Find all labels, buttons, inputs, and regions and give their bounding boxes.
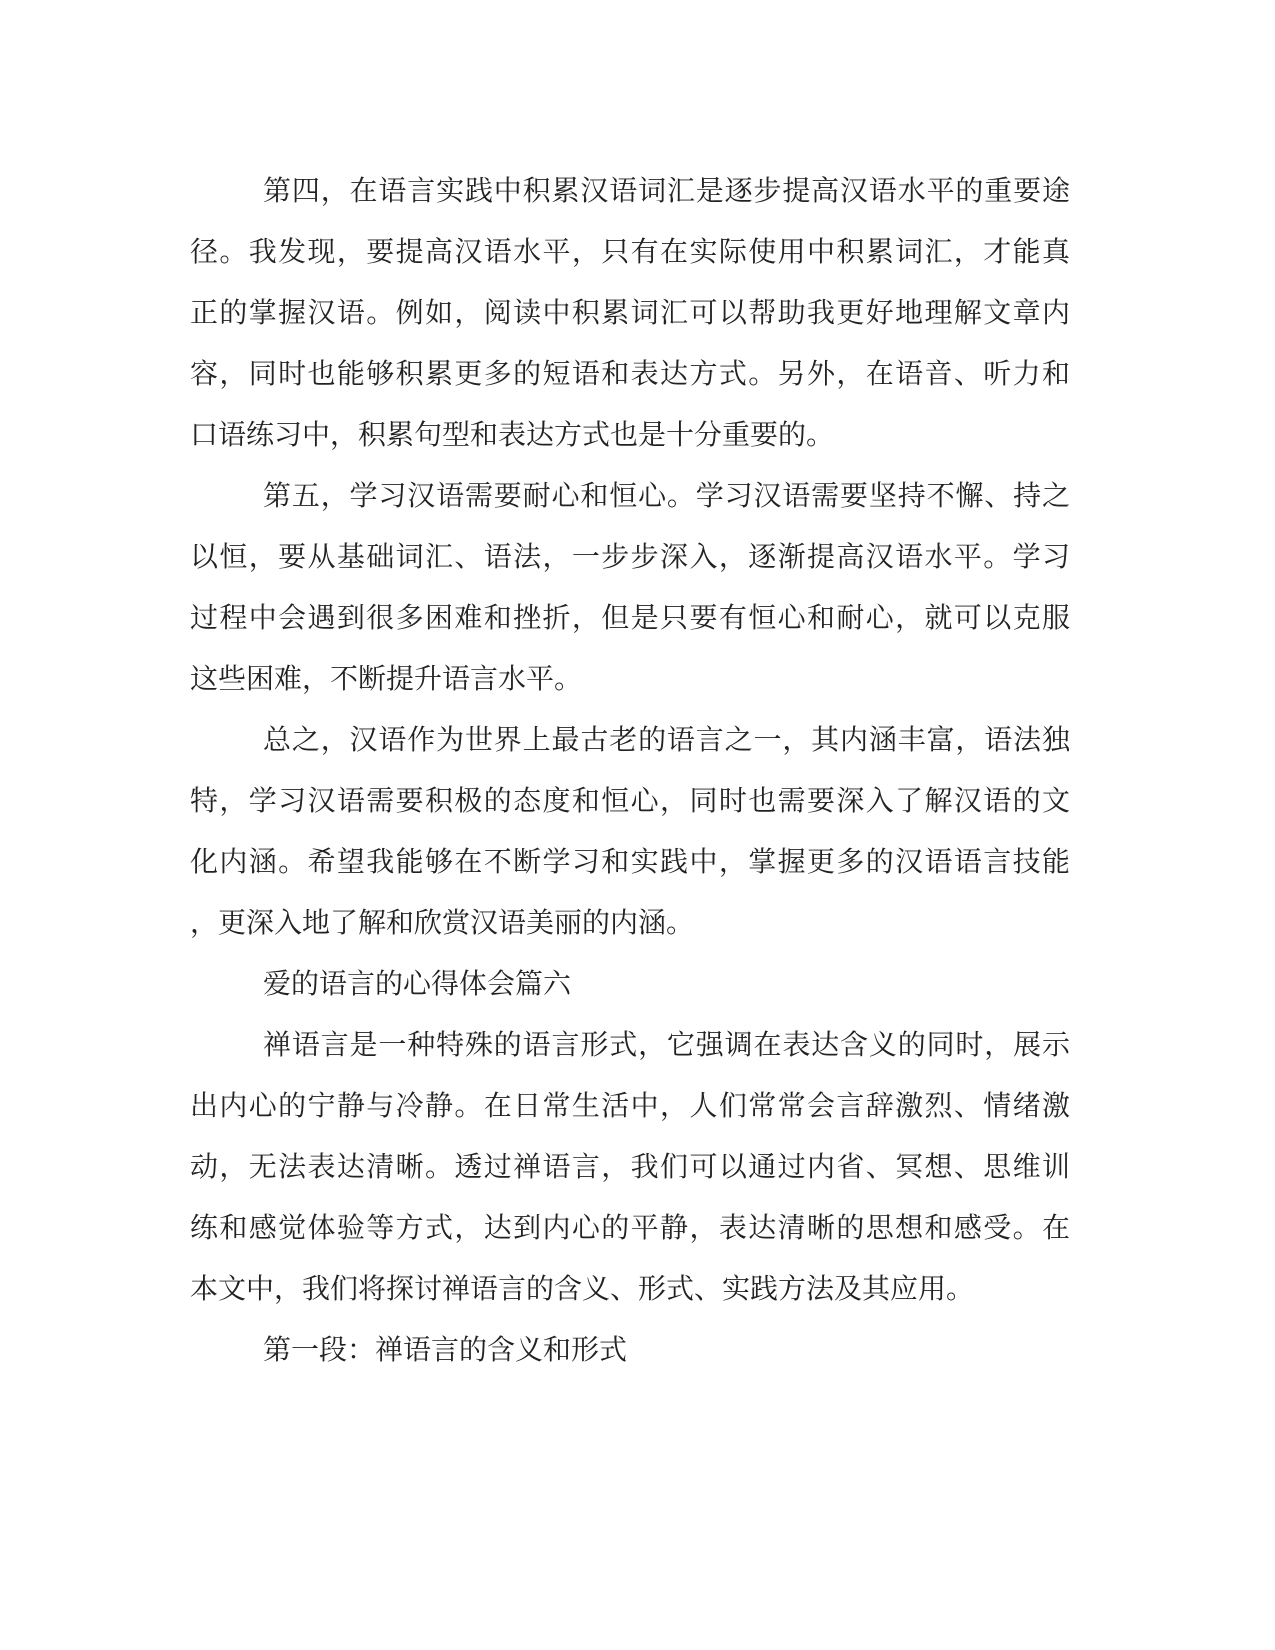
- text-line: 第五，学习汉语需要耐心和恒心。学习汉语需要坚持不懈、持之: [263, 479, 1070, 512]
- text-line: 总之，汉语作为世界上最古老的语言之一，其内涵丰富，语法独: [263, 723, 1070, 756]
- text-line: 化内涵。希望我能够在不断学习和实践中，掌握更多的汉语语言技能: [190, 845, 1070, 878]
- text-line: 径。我发现，要提高汉语水平，只有在实际使用中积累词汇，才能真: [190, 235, 1070, 268]
- text-line: 出内心的宁静与冷静。在日常生活中，人们常常会言辞激烈、情绪激: [190, 1089, 1070, 1122]
- text-line: 这些困难，不断提升语言水平。: [190, 662, 583, 695]
- section-heading: 爱的语言的心得体会篇六: [263, 967, 572, 1000]
- text-line: 以恒，要从基础词汇、语法，一步步深入，逐渐提高汉语水平。学习: [190, 540, 1070, 573]
- text-line: 动，无法表达清晰。透过禅语言，我们可以通过内省、冥想、思维训: [190, 1150, 1070, 1183]
- text-line: 练和感觉体验等方式，达到内心的平静，表达清晰的思想和感受。在: [190, 1211, 1070, 1244]
- text-line: 第四，在语言实践中积累汉语词汇是逐步提高汉语水平的重要途: [263, 174, 1070, 207]
- document-body: [190, 160, 1070, 1380]
- text-line: 特，学习汉语需要积极的态度和恒心，同时也需要深入了解汉语的文: [190, 784, 1070, 817]
- text-line: 本文中，我们将探讨禅语言的含义、形式、实践方法及其应用。: [190, 1272, 975, 1305]
- text-line: ，更深入地了解和欣赏汉语美丽的内涵。: [190, 906, 695, 939]
- text-line: 禅语言是一种特殊的语言形式，它强调在表达含义的同时，展示: [263, 1028, 1070, 1061]
- text-line: 正的掌握汉语。例如，阅读中积累词汇可以帮助我更好地理解文章内: [190, 296, 1070, 329]
- text-line: 容，同时也能够积累更多的短语和表达方式。另外，在语音、听力和: [190, 357, 1070, 390]
- text-line: 过程中会遇到很多困难和挫折，但是只要有恒心和耐心，就可以克服: [190, 601, 1070, 634]
- text-line: 口语练习中，积累句型和表达方式也是十分重要的。: [190, 418, 835, 451]
- subsection-heading: 第一段：禅语言的含义和形式: [263, 1333, 628, 1366]
